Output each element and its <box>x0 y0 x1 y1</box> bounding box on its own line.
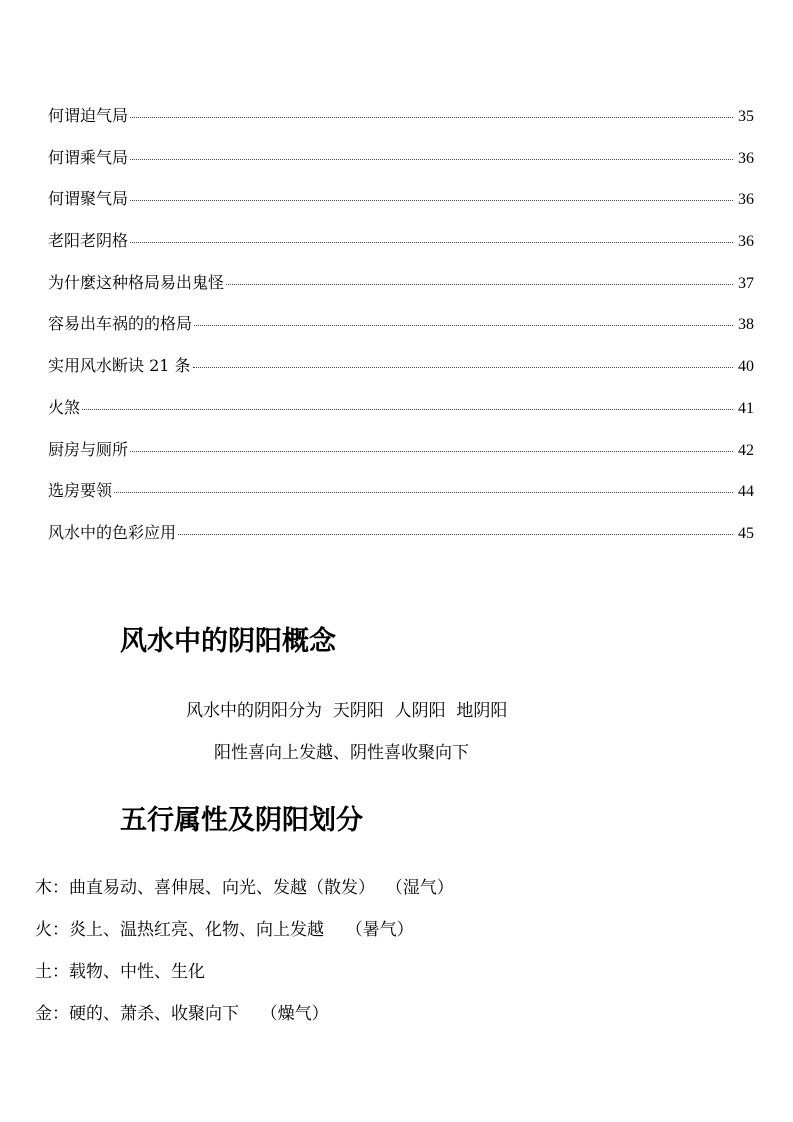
toc-entry[interactable] <box>48 104 754 146</box>
toc-dot-leader <box>130 200 733 201</box>
toc-entry-page: 36 <box>738 233 754 251</box>
yinyang-line-1: 风水中的阴阳分为 天阴阳 人阴阳 地阴阳 <box>186 701 508 721</box>
toc-entry-title: 选房要领 <box>48 481 113 501</box>
element-earth-line: 土：载物、中性、生化 <box>35 962 205 982</box>
toc-entry[interactable] <box>48 354 754 396</box>
toc-entry[interactable] <box>48 396 754 438</box>
toc-entry[interactable] <box>48 312 754 354</box>
element-metal-line: 金：硬的、萧杀、收聚向下 （燥气） <box>35 1004 329 1024</box>
element-fire-line: 火：炎上、温热红亮、化物、向上发越 （暑气） <box>35 920 414 940</box>
toc-entry-page: 44 <box>738 483 754 501</box>
toc-dot-leader <box>130 159 733 160</box>
toc-entry-title: 何谓乘气局 <box>48 147 129 167</box>
toc-entry-title: 何谓迫气局 <box>48 106 129 125</box>
toc-entry-title: 实用风水断诀 21 条 <box>48 356 191 376</box>
toc-entry[interactable] <box>48 187 754 229</box>
table-of-contents <box>48 104 754 563</box>
toc-entry-title: 厨房与厕所 <box>48 439 129 459</box>
toc-dot-leader <box>226 284 733 285</box>
toc-entry-title: 容易出车祸的的格局 <box>48 314 193 334</box>
toc-dot-leader <box>130 451 733 452</box>
toc-entry-page: 42 <box>738 441 754 459</box>
toc-dot-leader <box>178 534 733 535</box>
toc-dot-leader <box>130 117 733 118</box>
toc-entry-title: 何谓聚气局 <box>48 189 129 209</box>
section-heading-yinyang: 风水中的阴阳概念 <box>120 626 336 657</box>
toc-entry[interactable] <box>48 229 754 271</box>
toc-entry-title: 风水中的色彩应用 <box>48 522 177 542</box>
toc-entry[interactable] <box>48 146 754 188</box>
toc-entry-page: 37 <box>738 274 754 292</box>
toc-entry[interactable] <box>48 271 754 313</box>
toc-entry-page: 40 <box>738 358 754 376</box>
toc-dot-leader <box>114 492 733 493</box>
toc-entry-page: 38 <box>738 316 754 334</box>
toc-entry-page: 41 <box>738 399 754 417</box>
element-wood-line: 木：曲直易动、喜伸展、向光、发越（散发） （湿气） <box>35 878 454 898</box>
toc-entry-page: 36 <box>738 149 754 167</box>
toc-entry-page: 36 <box>738 191 754 209</box>
toc-dot-leader <box>82 409 733 410</box>
toc-entry-title: 为什麼这种格局易出鬼怪 <box>48 272 225 292</box>
toc-entry[interactable] <box>48 479 754 521</box>
toc-dot-leader <box>130 242 733 243</box>
toc-entry-page: 45 <box>738 524 754 542</box>
toc-entry-page: 35 <box>738 108 754 125</box>
toc-entry[interactable] <box>48 438 754 480</box>
toc-dot-leader <box>194 325 733 326</box>
toc-entry-title: 老阳老阴格 <box>48 231 129 251</box>
yinyang-line-2: 阳性喜向上发越、阴性喜收聚向下 <box>214 743 469 763</box>
toc-entry[interactable] <box>48 521 754 563</box>
toc-entry-title: 火煞 <box>48 397 81 417</box>
toc-dot-leader <box>193 367 733 368</box>
section-heading-wuxing: 五行属性及阴阳划分 <box>120 805 363 836</box>
